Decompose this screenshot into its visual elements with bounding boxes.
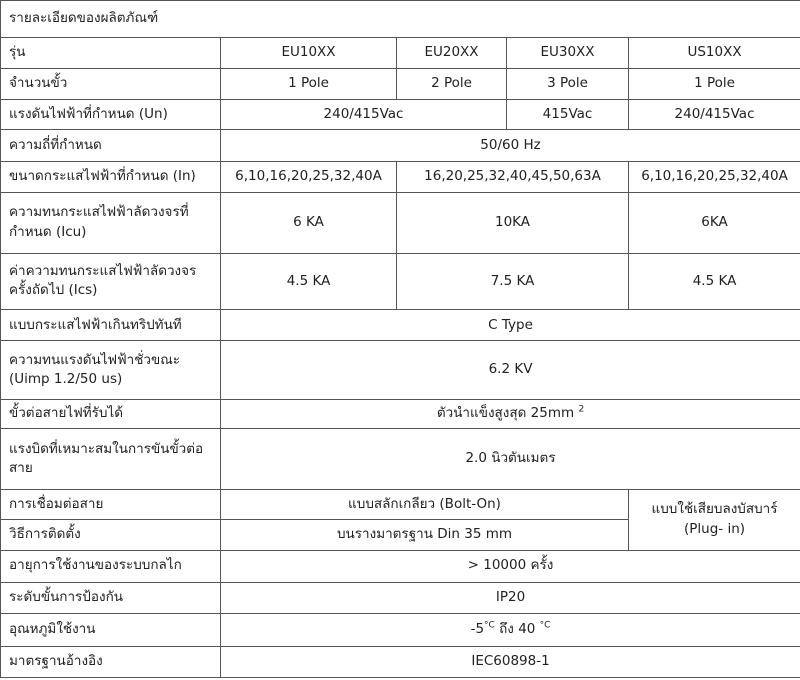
torque-label <box>1 429 221 490</box>
trip-type-value: C Type <box>221 310 800 341</box>
model-us10: US10XX <box>629 38 800 68</box>
terminal-label: ขั้วต่อสายไฟที่รับได้ <box>1 400 221 429</box>
icu-eu20-eu30: 10KA <box>397 192 629 253</box>
rated-current-row <box>1 161 800 192</box>
uimp-row <box>1 341 800 400</box>
poles-eu20: 2 Pole <box>397 68 507 99</box>
ics-eu10: 4.5 KA <box>221 253 397 310</box>
uimp-label-line2: (Uimp 1.2/50 us) <box>9 371 123 388</box>
temp-degc-2: °C <box>539 620 551 631</box>
protection-value: IP20 <box>221 582 800 613</box>
icu-eu10: 6 KA <box>221 192 397 253</box>
rated-current-eu20-eu30: 16,20,25,32,40,45,50,63A <box>397 161 629 192</box>
poles-eu10: 1 Pole <box>221 68 397 99</box>
rated-voltage-eu30: 415Vac <box>507 100 629 130</box>
temp-degc-1: °C <box>484 620 495 631</box>
plugin-value <box>629 489 800 550</box>
model-eu20: EU20XX <box>397 38 507 68</box>
model-row <box>1 38 800 68</box>
icu-label-line2: กำหนด (Icu) <box>9 223 87 240</box>
model-label: รุ่น <box>1 38 221 68</box>
ics-label-line1: ค่าความทนกระแสไฟฟ้าลัดวงจร <box>9 262 197 279</box>
ics-us10: 4.5 KA <box>629 253 800 310</box>
mech-life-value: > 10000 ครั้ง <box>221 550 800 582</box>
standard-row <box>1 646 800 677</box>
uimp-label-line1: ความทนแรงดันไฟฟ้าชั่วขณะ <box>9 351 180 368</box>
poles-label: จำนวนขั้ว <box>1 68 221 99</box>
temperature-row <box>1 614 800 646</box>
terminal-row <box>1 400 800 429</box>
uimp-label <box>1 341 221 400</box>
terminal-value: ตัวนำแข็งสูงสุด 25mm <box>436 405 575 422</box>
trip-type-label: แบบกระแสไฟฟ้าเกินทริปทันที <box>1 310 221 341</box>
rated-voltage-label: แรงดันไฟฟ้าที่กำหนด (Un) <box>1 100 221 130</box>
rated-current-label: ขนาดกระแสไฟฟ้าที่กำหนด (In) <box>1 161 221 192</box>
torque-row <box>1 429 800 490</box>
temp-from: -5 <box>470 621 485 638</box>
frequency-label: ความถี่ที่กำหนด <box>1 130 221 161</box>
connection-label: การเชื่อมต่อสาย <box>1 489 221 519</box>
terminal-value-cell <box>221 400 800 429</box>
poles-row <box>1 68 800 99</box>
ics-label-line2: ครั้งถัดไป (Ics) <box>9 282 98 299</box>
mounting-value: บนรางมาตรฐาน Din 35 mm <box>221 520 629 550</box>
icu-label-line1: ความทนกระแสไฟฟ้าลัดวงจรที่ <box>9 204 189 221</box>
mounting-label: วิธีการติดตั้ง <box>1 520 221 550</box>
standard-value: IEC60898-1 <box>221 646 800 677</box>
icu-us10: 6KA <box>629 192 800 253</box>
ics-row <box>1 253 800 310</box>
torque-label-line1: แรงบิดที่เหมาะสมในการขันขั้วต่อ <box>9 440 204 457</box>
mech-life-label: อายุการใช้งานของระบบกลไก <box>1 550 221 582</box>
table-title: รายละเอียดของผลิตภัณฑ์ <box>1 1 800 38</box>
terminal-sup: 2 <box>578 404 585 415</box>
ics-eu20-eu30: 7.5 KA <box>397 253 629 310</box>
temperature-label: อุณหภูมิใช้งาน <box>1 614 221 646</box>
frequency-value: 50/60 Hz <box>221 130 800 161</box>
rated-current-us10: 6,10,16,20,25,32,40A <box>629 161 800 192</box>
title-row <box>1 1 800 38</box>
icu-label <box>1 192 221 253</box>
poles-eu30: 3 Pole <box>507 68 629 99</box>
standard-label: มาตรฐานอ้างอิง <box>1 646 221 677</box>
poles-us10: 1 Pole <box>629 68 800 99</box>
connection-row <box>1 489 800 519</box>
ics-label <box>1 253 221 310</box>
model-eu10: EU10XX <box>221 38 397 68</box>
uimp-value: 6.2 KV <box>221 341 800 400</box>
model-eu30: EU30XX <box>507 38 629 68</box>
frequency-row <box>1 130 800 161</box>
protection-label: ระดับขั้นการป้องกัน <box>1 582 221 613</box>
plugin-line1: แบบใช้เสียบลงบัสบาร์ <box>651 501 778 518</box>
rated-current-eu10: 6,10,16,20,25,32,40A <box>221 161 397 192</box>
rated-voltage-us10: 240/415Vac <box>629 100 800 130</box>
rated-voltage-row <box>1 100 800 130</box>
protection-row <box>1 582 800 613</box>
trip-type-row <box>1 310 800 341</box>
rated-voltage-eu10-eu20: 240/415Vac <box>221 100 507 130</box>
temperature-value <box>221 614 800 646</box>
plugin-line2: (Plug- in) <box>684 520 746 537</box>
temp-mid: ถึง 40 <box>494 621 540 638</box>
torque-label-line2: สาย <box>9 460 33 477</box>
icu-row <box>1 192 800 253</box>
mech-life-row <box>1 550 800 582</box>
connection-value: แบบสลักเกลียว (Bolt-On) <box>221 489 629 519</box>
torque-value: 2.0 นิวตันเมตร <box>221 429 800 490</box>
